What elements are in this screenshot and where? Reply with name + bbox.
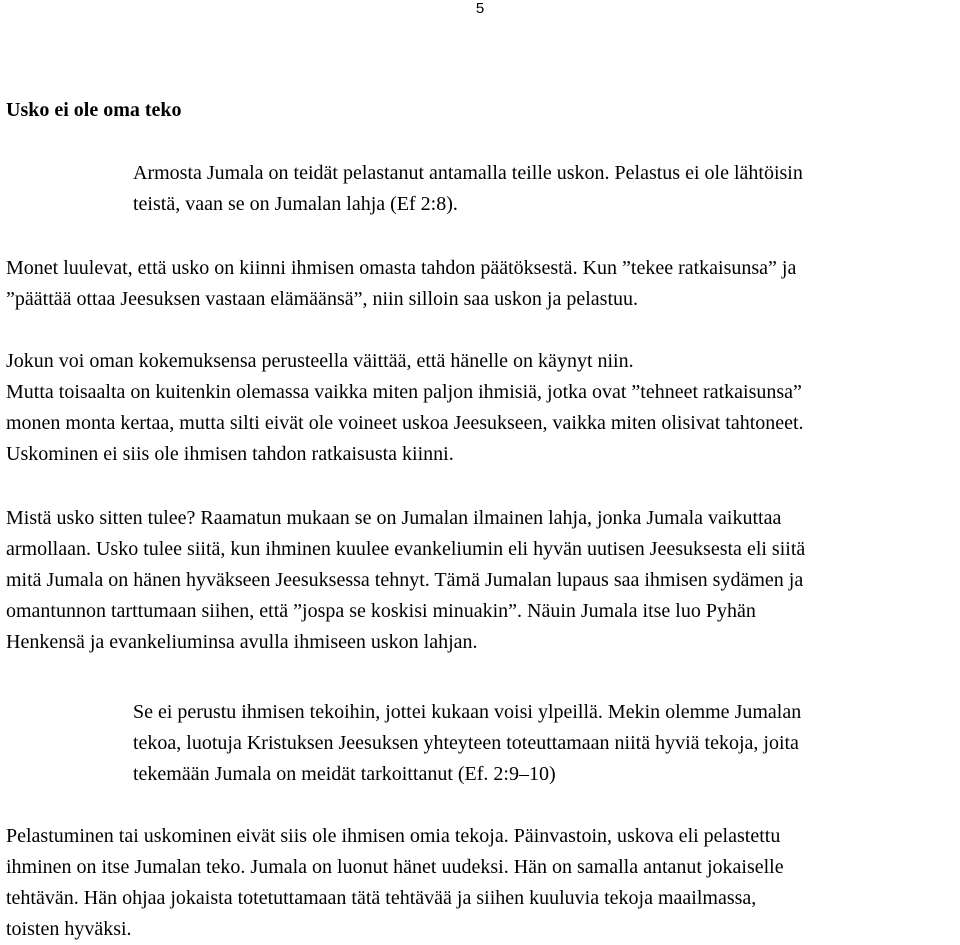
- text-line: mitä Jumala on hänen hyväkseen Jeesuksessa tehnyt. Tämä Jumalan lupaus saa ihmisen sydämen ja: [6, 569, 804, 591]
- text-line: toisten hyväksi.: [6, 918, 132, 940]
- text-line: ”päättää ottaa Jeesuksen vastaan elämäänsä”, niin silloin saa uskon ja pelastuu.: [6, 288, 639, 310]
- body-paragraph-4: [6, 821, 958, 945]
- page-number: 5: [475, 0, 485, 17]
- text-line: Se ei perustu ihmisen tekoihin, jottei kukaan voisi ylpeillä. Mekin olemme Jumalan: [133, 701, 802, 723]
- text-line: Henkensä ja evankeliuminsa avulla ihmiseen uskon lahjan.: [6, 631, 478, 653]
- body-paragraph-3: [6, 503, 958, 658]
- text-line: ihminen on itse Jumalan teko. Jumala on luonut hänet uudeksi. Hän on samalla antanut jokaiselle: [6, 856, 784, 878]
- text-line: Armosta Jumala on teidät pelastanut antamalla teille uskon. Pelastus ei ole lähtöisin: [133, 162, 803, 184]
- quote-paragraph-1: [133, 158, 953, 220]
- text-line: omantunnon tarttumaan siihen, että ”jospa se koskisi minuakin”. Näuin Jumala itse luo Pyhän: [6, 600, 756, 622]
- text-line: Monet luulevat, että usko on kiinni ihmisen omasta tahdon päätöksestä. Kun ”tekee ratkaisunsa” ja: [6, 257, 797, 279]
- quote-paragraph-2: [133, 697, 953, 790]
- text-line: Mutta toisaalta on kuitenkin olemassa vaikka miten paljon ihmisiä, jotka ovat ”tehneet ratkaisunsa”: [6, 381, 802, 403]
- body-paragraph-1: [6, 253, 958, 315]
- text-line: Uskominen ei siis ole ihmisen tahdon ratkaisusta kiinni.: [6, 443, 454, 465]
- text-line: Mistä usko sitten tulee? Raamatun mukaan se on Jumalan ilmainen lahja, jonka Jumala vaikuttaa: [6, 507, 782, 529]
- section-heading: Usko ei ole oma teko: [6, 99, 182, 121]
- text-line: tekemään Jumala on meidät tarkoittanut (Ef. 2:9–10): [133, 763, 556, 785]
- text-line: armollaan. Usko tulee siitä, kun ihminen kuulee evankeliumin eli hyvän uutisen Jeesuksesta eli siitä: [6, 538, 806, 560]
- text-line: Jokun voi oman kokemuksensa perusteella väittää, että hänelle on käynyt niin.: [6, 350, 634, 372]
- text-line: tehtävän. Hän ohjaa jokaista totetuttamaan tätä tehtävää ja siihen kuuluvia tekoja maailmassa,: [6, 887, 757, 909]
- text-line: tekoa, luotuja Kristuksen Jeesuksen yhteyteen toteuttamaan niitä hyviä tekoja, joita: [133, 732, 799, 754]
- body-paragraph-2: [6, 346, 958, 470]
- text-line: monen monta kertaa, mutta silti eivät ole voineet uskoa Jeesukseen, vaikka miten olisivat tahtoneet.: [6, 412, 804, 434]
- text-line: Pelastuminen tai uskominen eivät siis ole ihmisen omia tekoja. Päinvastoin, uskova eli pelastettu: [6, 825, 781, 847]
- text-line: teistä, vaan se on Jumalan lahja (Ef 2:8).: [133, 193, 458, 215]
